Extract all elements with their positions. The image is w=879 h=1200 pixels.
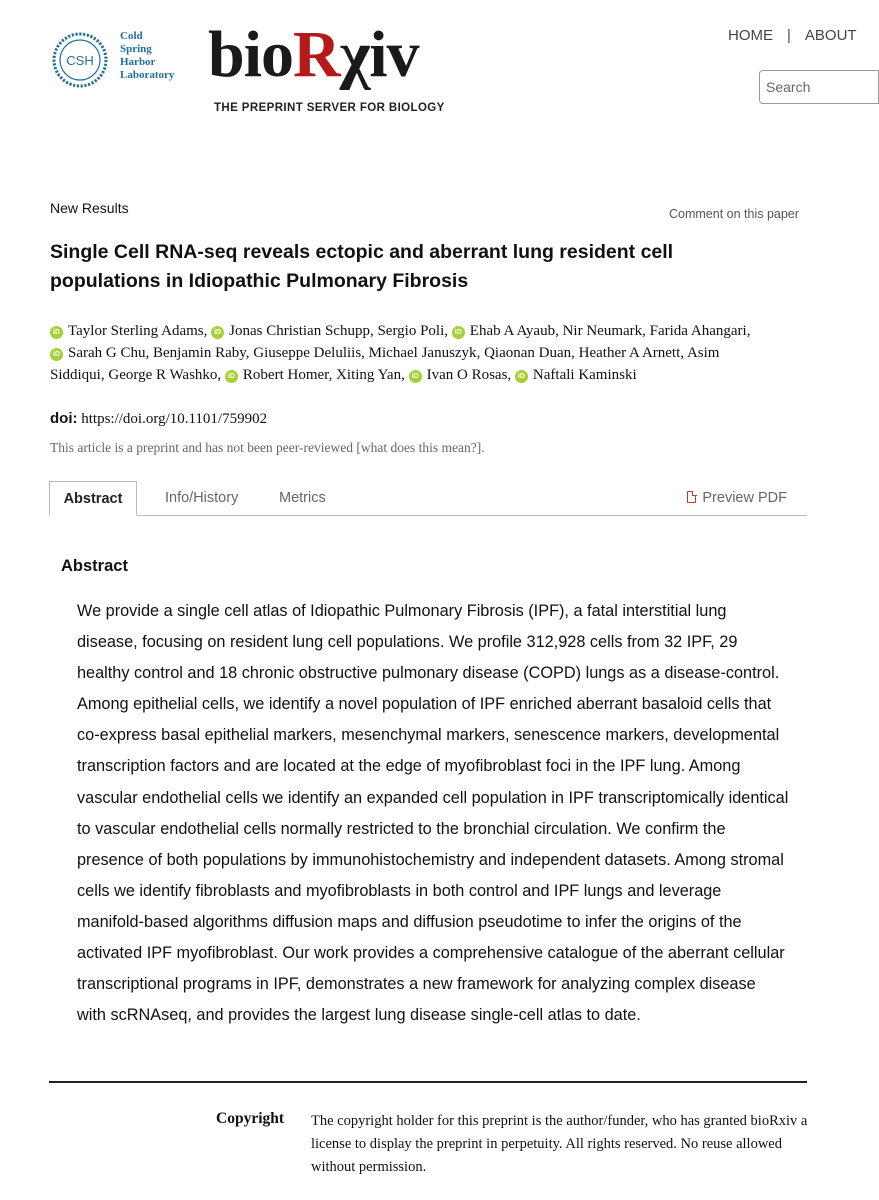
csh-line: Spring <box>120 43 152 55</box>
author-name: Ivan O Rosas <box>426 367 508 383</box>
section-divider <box>49 1081 807 1083</box>
article-category: New Results <box>50 200 129 216</box>
author-name: Naftali Kaminski <box>532 367 637 383</box>
author-name: Ehab A Ayaub <box>469 323 556 339</box>
logo-accent: R <box>293 18 340 91</box>
doi-line <box>50 410 267 428</box>
author-list: iD Taylor Sterling Adams, iD Jonas Christian Schupp, Sergio Poli, iD Ehab A Ayaub, Nir Neumark, Farida Ahangari, iD Sarah G Chu, Benjamin Raby, Giuseppe Deluliis, Michael Januszyk, Qiaonan Duan, Heather A Arnett, Asim Siddiqui, George R Washko, iD Robert Homer, Xiting Yan, iD Ivan O Rosas, iD Naftali Kaminski <box>50 323 751 383</box>
author-name: Taylor Sterling Adams <box>68 323 204 339</box>
csh-name <box>120 30 174 82</box>
author-name: Qiaonan Duan <box>484 345 572 361</box>
author-name: Sergio Poli <box>377 323 445 339</box>
author[interactable] <box>108 367 217 383</box>
orcid-icon[interactable]: iD <box>452 326 465 339</box>
author[interactable] <box>650 323 747 339</box>
pdf-file-icon <box>687 491 696 503</box>
author-name: Robert Homer <box>242 367 329 383</box>
site-header <box>0 0 857 140</box>
comment-link[interactable]: Comment on this paper <box>669 207 799 221</box>
article-title: Single Cell RNA-seq reveals ectopic and aberrant lung resident cell populations in Idiopathic Pulmonary Fibrosis <box>50 241 674 292</box>
author[interactable] <box>211 323 370 339</box>
site-tagline: THE PREPRINT SERVER FOR BIOLOGY <box>214 102 445 114</box>
author[interactable] <box>253 345 361 361</box>
preview-pdf-button[interactable] <box>687 481 787 515</box>
author-name: Benjamin Raby <box>153 345 246 361</box>
orcid-icon[interactable]: iD <box>211 326 224 339</box>
author[interactable] <box>369 345 477 361</box>
orcid-icon[interactable]: iD <box>225 370 238 383</box>
abstract-text: We provide a single cell atlas of Idiopathic Pulmonary Fibrosis (IPF), a fatal interstitial lung disease, focusing on resident lung cell populations. We profile 312,928 cells from 32 IPF, 29 healthy control and 18 chronic obstructive pulmonary disease (COPD) lungs as a disease-control. Among epithelial cells, we identify a novel population of IPF enriched aberrant basaloid cells that co-express basal epithelial markers, mesenchymal markers, senescence markers, developmental transcription factors and are located at the edge of myofibroblast foci in the IPF lung. Among vascular endothelial cells we identify an expanded cell population in IPF transcriptomically identical to vascular endothelial cells normally restricted to the bronchial circulation. We confirm the presence of both populations by immunohistochemistry and independent datasets. Among stromal cells we identify fibroblasts and myofibroblasts in both control and IPF lungs and leverage manifold-based algorithms diffusion maps and diffusion pseudotime to infer the origins of the activated IPF myofibroblast. Our work provides a comprehensive catalogue of the aberrant cellular transcriptional programs in IPF, demonstrates a new framework for analyzing complex disease with scRNAseq, and provides the largest lung disease single-cell atlas to date. <box>77 602 789 1025</box>
author-name: Farida Ahangari <box>649 323 747 339</box>
author-name: Michael Januszyk <box>368 345 477 361</box>
author-name: Xiting Yan <box>336 367 402 383</box>
tab-metrics[interactable]: Metrics <box>279 490 326 506</box>
logo-part: χiv <box>339 18 419 91</box>
author[interactable] <box>225 367 329 383</box>
author[interactable] <box>563 323 643 339</box>
copyright-text: The copyright holder for this preprint is the author/funder, who has granted bioRxiv a license to display the preprint in perpetuity. All rights reserved. No reuse allowed without permission. <box>311 1113 808 1175</box>
author[interactable] <box>50 323 204 339</box>
logo-part: bio <box>208 18 294 91</box>
author[interactable] <box>377 323 444 339</box>
author-name: Jonas Christian Schupp <box>229 323 370 339</box>
author-name: Giuseppe Deluliis <box>253 345 362 361</box>
author-name: Asim Siddiqui <box>50 345 720 383</box>
article-tabs <box>49 481 807 516</box>
top-nav <box>728 27 857 44</box>
author-name: Nir Neumark <box>562 323 643 339</box>
tab-info-history[interactable]: Info/History <box>165 490 239 506</box>
nav-about[interactable]: ABOUT <box>804 27 857 44</box>
orcid-icon[interactable]: iD <box>50 348 63 361</box>
csh-logo[interactable] <box>50 26 190 96</box>
search-input[interactable] <box>759 70 879 104</box>
author[interactable] <box>153 345 246 361</box>
author-name: Heather A Arnett <box>578 345 681 361</box>
author-name: George R Washko <box>108 367 218 383</box>
author[interactable] <box>452 323 555 339</box>
author[interactable] <box>484 345 571 361</box>
author[interactable] <box>50 345 146 361</box>
tab-abstract[interactable]: Abstract <box>49 481 137 516</box>
author[interactable] <box>515 367 637 383</box>
nav-home[interactable]: HOME <box>728 27 773 44</box>
preprint-note: This article is a preprint and has not been peer-reviewed [what does this mean?]. <box>50 440 485 455</box>
orcid-icon[interactable]: iD <box>409 370 422 383</box>
orcid-icon[interactable]: iD <box>515 370 528 383</box>
csh-line: Cold <box>120 30 143 42</box>
abstract-heading: Abstract <box>61 557 128 575</box>
csh-line: Laboratory <box>120 69 175 81</box>
csh-logo-icon <box>50 30 110 90</box>
orcid-icon[interactable]: iD <box>50 326 63 339</box>
copyright-label: Copyright <box>216 1110 285 1127</box>
author-name: Sarah G Chu <box>68 345 146 361</box>
author[interactable] <box>409 367 508 383</box>
csh-line: Harbor <box>120 56 156 68</box>
author[interactable] <box>336 367 401 383</box>
csh-logo-text: CSH <box>66 53 94 68</box>
preview-pdf-label: Preview PDF <box>702 490 787 506</box>
nav-separator: | <box>787 27 791 44</box>
doi-link[interactable]: https://doi.org/10.1101/759902 <box>81 411 268 427</box>
doi-label: doi: <box>50 410 78 427</box>
biorxiv-logo[interactable] <box>208 20 419 90</box>
author[interactable] <box>579 345 681 361</box>
